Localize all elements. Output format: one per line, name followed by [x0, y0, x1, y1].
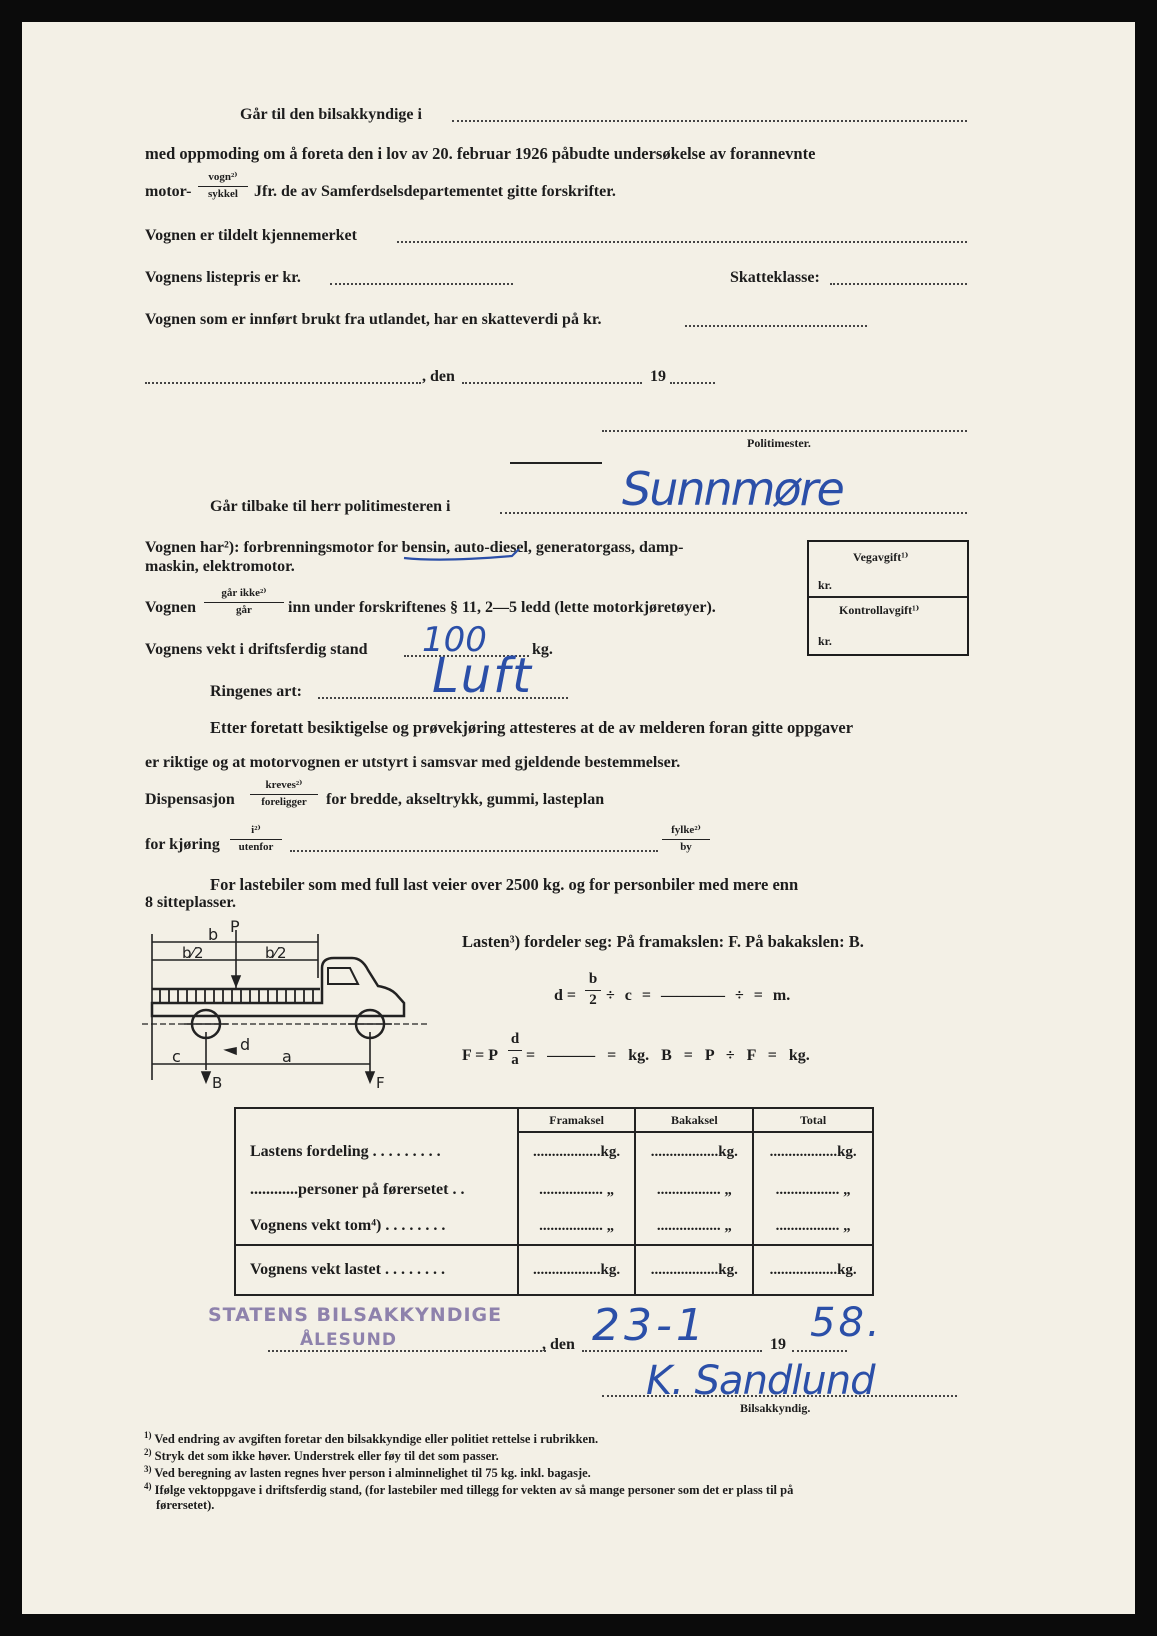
attest-line1: Etter foretatt besiktigelse og prøvekjøring attesteres at de av melderen foran gitte oppgaver — [210, 718, 854, 737]
cell-bakaksel[interactable]: ..................kg. — [635, 1245, 753, 1295]
signature-den-label: , den — [542, 1336, 575, 1353]
skatteverdi-label: Vognen som er innført brukt fra utlandet, har en skatteverdi på kr. — [145, 311, 602, 328]
cell-bakaksel[interactable]: ................. „ — [635, 1208, 753, 1245]
signature-year-field[interactable] — [792, 1350, 847, 1352]
official-stamp-line1: STATENS BILSAKKYNDIGE — [208, 1304, 503, 1326]
fee-box — [807, 540, 969, 656]
d-formula-rest: ÷ c = ———— ÷ = m. — [606, 987, 791, 1004]
kjoring-area-field[interactable] — [290, 850, 658, 852]
diagram-label-back-axle: B — [212, 1074, 223, 1090]
handwritten-year: 58. — [810, 1300, 883, 1346]
table-row — [235, 1132, 873, 1172]
vegavgift-label: Vegavgift¹⁾ — [853, 550, 909, 564]
politimester-signature-field[interactable] — [602, 430, 967, 432]
footnote-4 — [144, 1481, 793, 1498]
load-hatching — [160, 990, 313, 1002]
header-total: Total — [753, 1108, 873, 1132]
cell-framaksel[interactable]: ..................kg. — [518, 1245, 636, 1295]
regulation-reference: Jfr. de av Samferdselsdepartementet gitte forskrifter. — [254, 183, 616, 200]
diagram-label-c: c — [172, 1047, 181, 1066]
year-field[interactable] — [670, 382, 715, 384]
kontrollavgift-kr: kr. — [818, 634, 832, 648]
skatteklasse-label: Skatteklasse: — [730, 269, 820, 286]
signature-year-prefix: 19 — [770, 1336, 786, 1353]
attest-line2: er riktige og at motorvognen er utstyrt i samsvar med gjeldende bestemmelser. — [145, 754, 681, 771]
lastebiler-line1: For lastebiler som med full last veier over 2500 kg. og for personbiler med mere enn — [210, 875, 799, 894]
table-row — [235, 1245, 873, 1295]
footnote-2 — [144, 1447, 499, 1464]
footnote-text: førersetet). — [156, 1498, 215, 1512]
politimester-label: Politimester. — [747, 436, 811, 450]
motor-type-line1: Vognen har²): forbrenningsmotor for bensin, auto-diesel, generatorgass, damp- — [145, 539, 684, 556]
form-sheet — [22, 22, 1135, 1614]
sykkel-option: sykkel — [208, 187, 238, 200]
cell-total[interactable]: ..................kg. — [753, 1132, 873, 1172]
table-header-row — [235, 1108, 873, 1132]
vegavgift-kr: kr. — [818, 578, 832, 592]
truck-load-diagram — [142, 920, 432, 1090]
motor-prefix: motor- — [145, 183, 192, 200]
footnote-mark: 3) — [144, 1464, 152, 1474]
handwritten-tyres: Luft — [432, 648, 533, 704]
place-field[interactable] — [145, 382, 421, 384]
kjoring-fraction — [230, 825, 282, 853]
header-framaksel: Framaksel — [518, 1108, 636, 1132]
row-label: ............personer på førersetet . . — [250, 1181, 465, 1198]
dispensasjon-fraction — [250, 780, 318, 808]
diagram-label-a: a — [282, 1047, 292, 1066]
dispensasjon-prefix: Dispensasjon — [145, 791, 235, 808]
destination-field[interactable] — [452, 120, 967, 122]
gar-option: går — [236, 603, 252, 616]
footnote-text: Ved beregning av lasten regnes hver person i alminnelighet til 75 kg. inkl. bagasje. — [154, 1466, 591, 1481]
official-stamp-line2: ÅLESUND — [300, 1330, 397, 1350]
footnote-1 — [144, 1430, 598, 1447]
date-field[interactable] — [462, 382, 642, 384]
footnote-4-continued — [156, 1498, 214, 1513]
row-label: Lastens fordeling . . . . . . . . . — [250, 1143, 441, 1160]
vekt-label: Vognens vekt i driftsferdig stand — [145, 641, 368, 658]
stamp-place-field[interactable] — [268, 1350, 546, 1352]
footnote-mark: 1) — [144, 1430, 152, 1440]
section-divider — [510, 462, 602, 464]
axle-load-table — [234, 1107, 874, 1296]
listepris-label: Vognens listepris er kr. — [145, 269, 301, 286]
handwritten-weight: 100 — [422, 620, 487, 660]
cell-bakaksel[interactable]: ..................kg. — [635, 1132, 753, 1172]
year-prefix: 19 — [650, 368, 666, 385]
f-formula-numerator: d — [508, 1032, 522, 1051]
f-formula-prefix: F = P — [462, 1047, 499, 1064]
d-formula-numerator: b — [585, 972, 601, 991]
ringenes-label: Ringenes art: — [210, 683, 302, 700]
vognen-prefix: Vognen — [145, 599, 196, 616]
handwritten-date: 23-1 — [592, 1300, 708, 1351]
gar-fraction — [204, 588, 284, 616]
kjennemerke-field[interactable] — [397, 241, 967, 243]
footnote-mark: 4) — [144, 1481, 152, 1491]
cell-total[interactable]: ................. „ — [753, 1208, 873, 1245]
diagram-label-front-axle: F — [376, 1074, 385, 1090]
den-label: , den — [422, 368, 455, 385]
truck-outline — [142, 958, 427, 1038]
motor-type-line2: maskin, elektromotor. — [145, 558, 295, 575]
footnote-mark: 2) — [144, 1447, 152, 1457]
return-label: Går tilbake til herr politimesteren i — [210, 498, 451, 515]
listepris-field[interactable] — [330, 283, 513, 285]
kontrollavgift-label: Kontrollavgift¹⁾ — [839, 603, 920, 617]
header-line2: med oppmoding om å foreta den i lov av 20. februar 1926 påbudte undersøkelse av forannevnte — [145, 144, 816, 163]
d-formula-prefix: d = — [554, 987, 577, 1004]
cell-bakaksel[interactable]: ................. „ — [635, 1172, 753, 1208]
cell-total[interactable]: ................. „ — [753, 1172, 873, 1208]
handwritten-place: Sunnmøre — [622, 462, 843, 516]
row-label: Vognens vekt lastet . . . . . . . . — [235, 1245, 518, 1295]
diagram-label-b: b — [208, 925, 219, 944]
footnote-text: Ved endring av avgiften foretar den bilsakkyndige eller politiet rettelse i rubrikken. — [154, 1432, 599, 1447]
diagram-label-b-half-left: b⁄2 — [182, 944, 204, 962]
fylke-fraction — [662, 825, 710, 853]
underline-mark — [402, 546, 522, 566]
bilsakkyndig-label: Bilsakkyndig. — [740, 1401, 811, 1415]
header-bakaksel: Bakaksel — [635, 1108, 753, 1132]
fee-box-divider — [809, 596, 967, 598]
diagram-label-d: d — [240, 1035, 251, 1054]
i-option: i²⁾ — [230, 825, 282, 840]
f-formula-rest: = ——— = kg. B = P ÷ F = kg. — [526, 1047, 810, 1064]
skatteverdi-field[interactable] — [685, 325, 867, 327]
kreves-option: kreves²⁾ — [250, 780, 318, 795]
footnote-text: Ifølge vektoppgave i driftsferdig stand, (for lastebiler med tillegg for vekten av så mange personer som det er plass til på — [154, 1483, 794, 1498]
cell-framaksel[interactable]: ..................kg. — [518, 1132, 636, 1172]
kjennemerke-label: Vognen er tildelt kjennemerket — [145, 227, 357, 244]
vogn-sykkel-fraction — [198, 172, 248, 200]
table-row — [235, 1172, 873, 1208]
cell-total[interactable]: ..................kg. — [753, 1245, 873, 1295]
foreligger-option: foreligger — [261, 795, 307, 808]
by-option: by — [680, 840, 692, 853]
lasten-line: Lasten³) fordeler seg: På framakslen: F. På bakakslen: B. — [462, 932, 864, 951]
d-formula-fraction — [585, 972, 601, 1009]
diagram-label-b-half-right: b⁄2 — [265, 944, 287, 962]
gar-ikke-option: går ikke²⁾ — [204, 588, 284, 603]
kjoring-prefix: for kjøring — [145, 836, 220, 853]
cell-framaksel[interactable]: ................. „ — [518, 1208, 636, 1245]
handwritten-signature: K. Sandlund — [646, 1358, 875, 1404]
d-formula-denominator: 2 — [589, 991, 597, 1008]
skatteklasse-field[interactable] — [830, 283, 967, 285]
vogn-option: vogn²⁾ — [198, 172, 248, 187]
diagram-label-p: P — [230, 920, 240, 936]
vognen-suffix: inn under forskriftenes § 11, 2—5 ledd (lette motorkjøretøyer). — [288, 599, 716, 616]
vekt-unit: kg. — [532, 641, 553, 658]
header-line1: Går til den bilsakkyndige i — [240, 106, 422, 123]
f-formula-denominator: a — [511, 1051, 519, 1068]
footnote-3 — [144, 1464, 591, 1481]
f-formula-fraction — [508, 1032, 522, 1069]
table-row — [235, 1208, 873, 1245]
fylke-option: fylke²⁾ — [662, 825, 710, 840]
table-header-blank — [235, 1108, 518, 1132]
utenfor-option: utenfor — [238, 840, 274, 853]
footnote-text: Stryk det som ikke høver. Understrek eller føy til det som passer. — [154, 1449, 499, 1464]
lastebiler-line2: 8 sitteplasser. — [145, 894, 236, 911]
dispensasjon-suffix: for bredde, akseltrykk, gummi, lasteplan — [326, 791, 605, 808]
cell-framaksel[interactable]: ................. „ — [518, 1172, 636, 1208]
row-label: Vognens vekt tom⁴) . . . . . . . . — [250, 1217, 446, 1234]
